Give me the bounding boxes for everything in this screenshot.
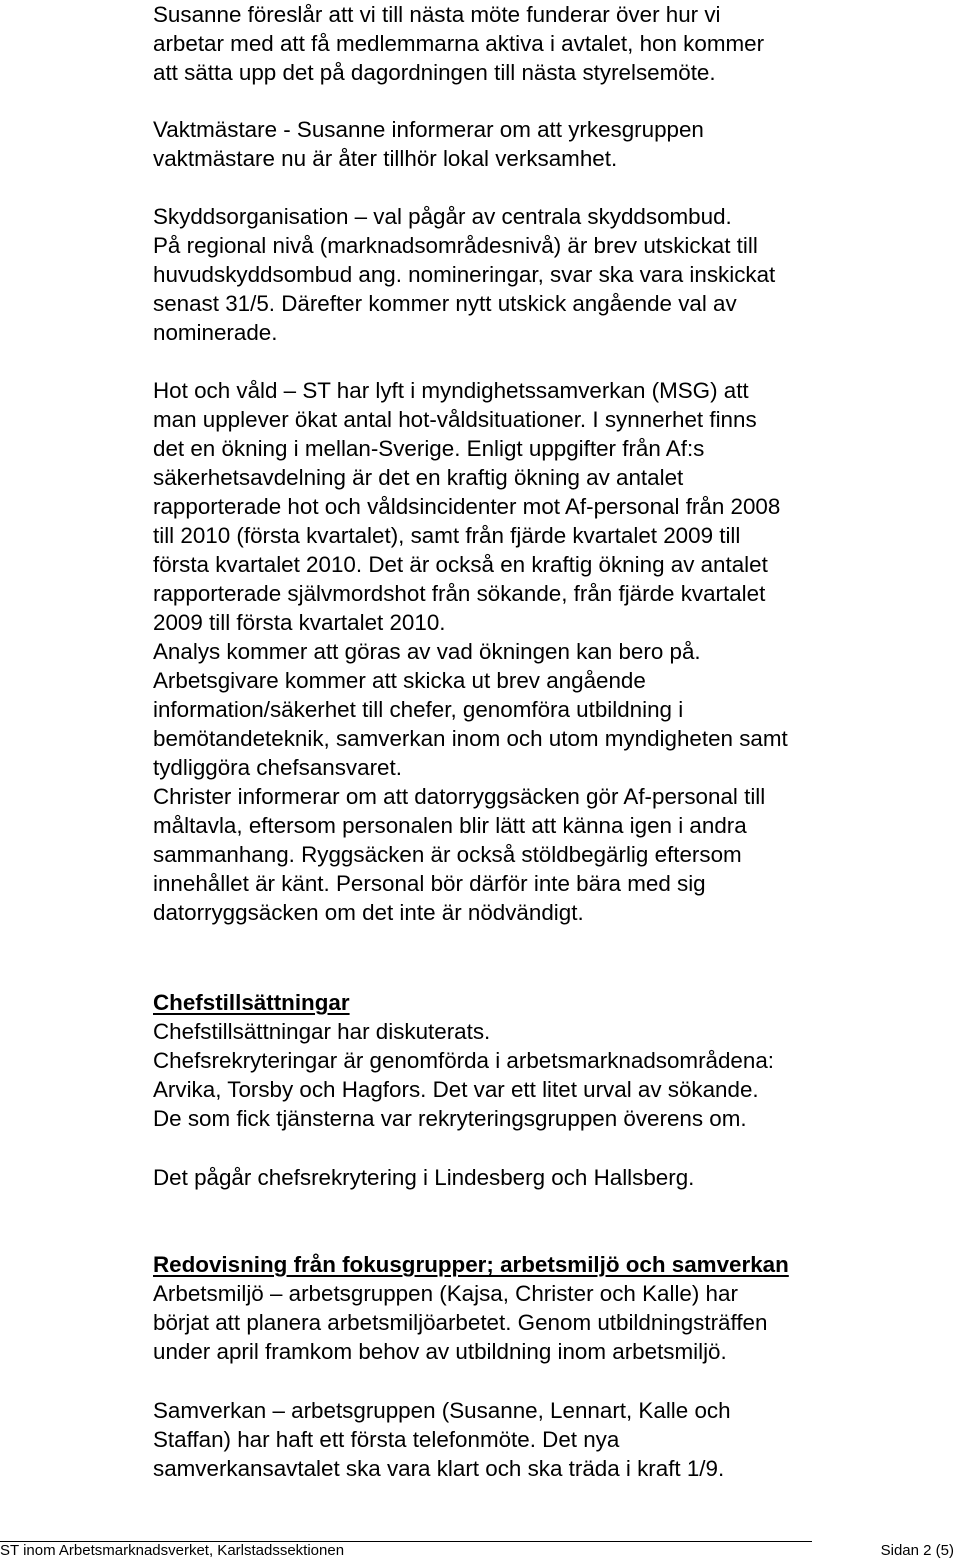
heading-fokusgrupper: Redovisning från fokusgrupper; arbetsmiljö och samverkan <box>153 1252 789 1277</box>
paragraph-chefsrekrytering: Det pågår chefsrekrytering i Lindesberg och Hallsberg. <box>153 1165 695 1190</box>
paragraph-vaktmastare: Vaktmästare - Susanne informerar om att yrkesgruppen vaktmästare nu är åter tillhör lokal verksamhet. <box>153 117 704 171</box>
paragraph-hot-och-vald: Hot och våld – ST har lyft i myndighetssamverkan (MSG) att man upplever ökat antal hot-våldsituationer. I synnerhet finns det en ökning i mellan-Sverige. Enligt uppgifter från Af:s säkerhetsavdelning är det en kraftig ökning av antalet rapporterade hot och våldsincidenter mot Af-personal från 2008 till 2010 (första kvartalet), samt från fjärde kvartalet 2009 till första kvartalet 2010. Det är också en kraftig ökning av antalet rapporterade självmordshot från sökande, från fjärde kvartalet 2009 till första kvartalet 2010. Analys kommer att göras av vad ökningen kan bero på. Arbetsgivare kommer att skicka ut brev angående information/säkerhet till chefer, genomföra utbildning i bemötandeteknik, samverkan inom och utom myndigheten samt tydliggöra chefsansvaret. Christer informerar om att datorryggsäcken gör Af-personal till måltavla, eftersom personalen blir lätt att känna igen i andra sammanhang. Ryggsäcken är också stöldbegärlig eftersom innehållet är känt. Personal bör därför inte bära med sig datorryggsäcken om det inte är nödvändigt. <box>153 378 788 925</box>
footer-page-number: Sidan 2 (5) <box>880 1542 954 1559</box>
footer-organization: ST inom Arbetsmarknadsverket, Karlstadssektionen <box>0 1542 345 1559</box>
paragraph-skyddsorganisation: Skyddsorganisation – val pågår av centrala skyddsombud. På regional nivå (marknadsområdesnivå) är brev utskickat till huvudskyddsombud ang. nomineringar, svar ska vara inskickat senast 31/5. Därefter kommer nytt utskick angående val av nominerade. <box>153 204 776 345</box>
heading-chefstillsattningar: Chefstillsättningar <box>153 990 350 1015</box>
paragraph-meeting-agenda: Susanne föreslår att vi till nästa möte funderar över hur vi arbetar med att få medlemmarna aktiva i avtalet, hon kommer att sätta upp det på dagordningen till nästa styrelsemöte. <box>153 2 765 85</box>
paragraph-samverkan: Samverkan – arbetsgruppen (Susanne, Lennart, Kalle och Staffan) har haft ett första telefonmöte. Det nya samverkansavtalet ska vara klart och ska träda i kraft 1/9. <box>153 1398 731 1481</box>
paragraph-chefstillsattningar: Chefstillsättningar har diskuterats. Chefsrekryteringar är genomförda i arbetsmarknadsområdena: Arvika, Torsby och Hagfors. Det var ett litet urval av sökande. De som fick tjänsterna var rekryteringsgruppen överens om. <box>153 1019 775 1131</box>
paragraph-arbetsmiljo: Arbetsmiljö – arbetsgruppen (Kajsa, Christer och Kalle) har börjat att planera arbetsmiljöarbetet. Genom utbildningsträffen under april framkom behov av utbildning inom arbetsmiljö. <box>153 1281 768 1364</box>
